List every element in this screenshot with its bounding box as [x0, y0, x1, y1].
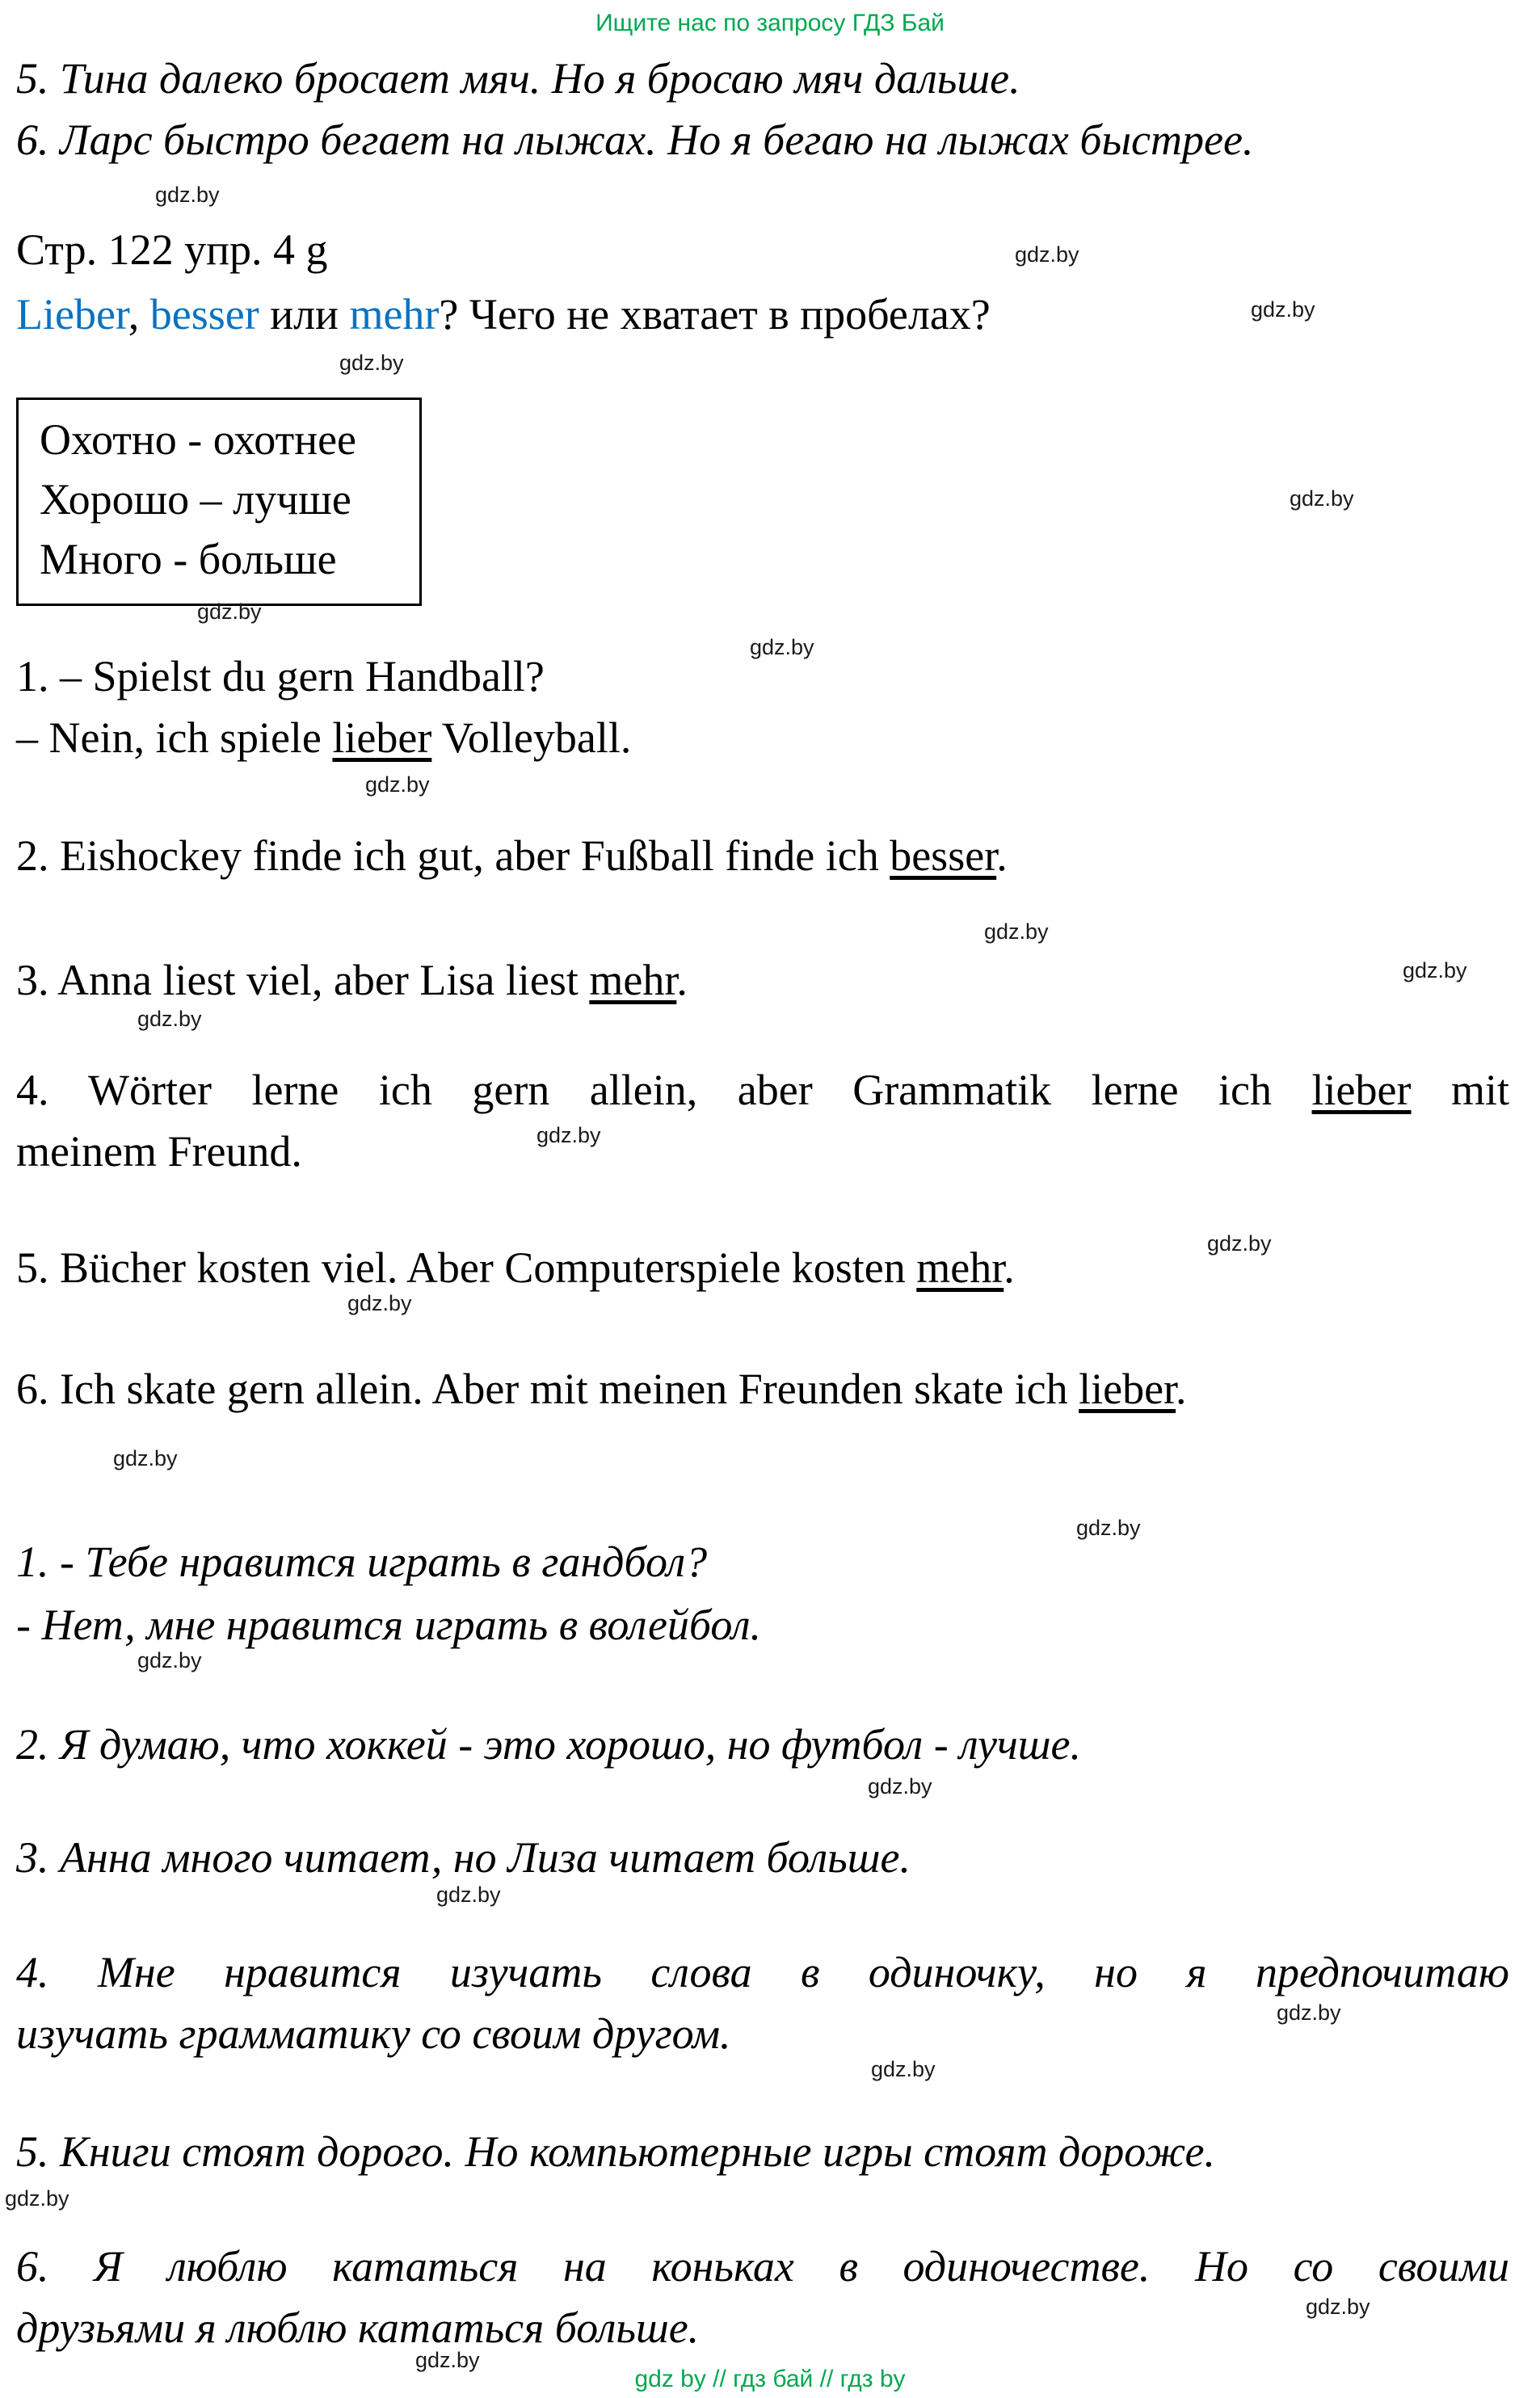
watermark: gdz.by	[984, 919, 1049, 944]
german-answer-4-line-1	[16, 1065, 1509, 1115]
translation-6-line-1: 6. Я люблю кататься на коньках в одиночестве. Но со своими	[16, 2242, 1509, 2291]
watermark: gdz.by	[339, 351, 404, 375]
watermark: gdz.by	[436, 1883, 501, 1907]
translation-2: 2. Я думаю, что хоккей - это хорошо, но футбол - лучше.	[16, 1720, 1081, 1769]
hint-line-1: Охотно - охотнее	[40, 415, 357, 464]
keyword-lieber: Lieber	[16, 290, 128, 339]
answer-4-post: mit	[1411, 1066, 1510, 1114]
watermark: gdz.by	[113, 1446, 178, 1470]
watermark: gdz.by	[1306, 2295, 1370, 2319]
answer-4-pre: 4. Wörter lerne ich gern allein, aber Grammatik lerne ich	[16, 1066, 1312, 1114]
watermark: gdz.by	[1076, 1516, 1141, 1540]
answer-5-pre: 5. Bücher kosten viel. Aber Computerspiele kosten	[16, 1243, 917, 1292]
answer-1-post: Volleyball.	[431, 713, 632, 762]
watermark: gdz.by	[415, 2348, 480, 2372]
watermark: gdz.by	[1290, 486, 1354, 511]
german-answer-5	[16, 1243, 1015, 1293]
watermark: gdz.by	[155, 183, 220, 207]
question-sep2: или	[259, 290, 350, 339]
watermark: gdz.by	[137, 1007, 202, 1031]
question-sep1: ,	[128, 290, 150, 339]
translation-4-line-2: изучать грамматику со своим другом.	[16, 2009, 731, 2058]
german-answer-1-line-2	[16, 713, 631, 763]
answer-1-pre: – Nein, ich spiele	[16, 713, 333, 762]
answer-2-pre: 2. Eishockey finde ich gut, aber Fußball finde ich	[16, 831, 890, 880]
watermark: gdz.by	[1207, 1231, 1272, 1256]
keyword-mehr: mehr	[349, 290, 440, 339]
hint-box	[16, 398, 422, 606]
answer-2-underlined: besser	[890, 831, 997, 880]
translation-4-line-1: 4. Мне нравится изучать слова в одиночку, но я предпочитаю	[16, 1948, 1509, 1996]
hint-line-2: Хорошо – лучше	[40, 475, 351, 524]
answer-5-post: .	[1004, 1243, 1015, 1292]
watermark: gdz.by	[347, 1291, 412, 1315]
answer-2-post: .	[996, 831, 1008, 880]
watermark: gdz.by	[1251, 297, 1315, 322]
page-reference: Стр. 122 упр. 4 g	[16, 225, 328, 274]
watermark: gdz.by	[137, 1648, 202, 1672]
watermark: gdz.by	[1015, 242, 1079, 267]
question-tail: ? Чего не хватает в пробелах?	[439, 290, 991, 339]
answer-1-underlined: lieber	[332, 713, 432, 762]
watermark: gdz.by	[197, 600, 262, 624]
answer-5-underlined: mehr	[916, 1243, 1004, 1292]
translation-3: 3. Анна много читает, но Лиза читает больше.	[16, 1833, 911, 1882]
german-answer-4-line-2: meinem Freund.	[16, 1127, 302, 1176]
footer-banner: gdz by // гдз бай // гдз by	[634, 2366, 906, 2392]
hint-line-3: Много - больше	[40, 535, 337, 583]
watermark: gdz.by	[5, 2186, 69, 2211]
watermark: gdz.by	[868, 1774, 932, 1798]
header-banner: Ищите нас по запросу ГДЗ Бай	[595, 10, 945, 36]
german-answer-6	[16, 1364, 1187, 1414]
german-answer-2	[16, 831, 1008, 881]
answer-6-pre: 6. Ich skate gern allein. Aber mit meinen Freunden skate ich	[16, 1365, 1079, 1413]
german-answer-3	[16, 955, 688, 1005]
translation-1-line-2: - Нет, мне нравится играть в волейбол.	[16, 1601, 762, 1649]
german-answer-1-line-1: 1. – Spielst du gern Handball?	[16, 652, 545, 700]
watermark: gdz.by	[750, 635, 814, 659]
watermark: gdz.by	[365, 772, 430, 797]
answer-3-underlined: mehr	[589, 956, 677, 1004]
watermark: gdz.by	[871, 2057, 936, 2081]
watermark: gdz.by	[536, 1123, 601, 1147]
answer-4-underlined: lieber	[1311, 1066, 1412, 1114]
watermark: gdz.by	[1277, 2000, 1341, 2025]
answer-3-post: .	[676, 956, 688, 1004]
answer-3-pre: 3. Anna liest viel, aber Lisa liest	[16, 956, 590, 1004]
watermark: gdz.by	[1403, 958, 1467, 982]
translation-5: 5. Книги стоят дорого. Но компьютерные игры стоят дороже.	[16, 2127, 1215, 2176]
keyword-besser: besser	[149, 290, 259, 339]
intro-item-6: 6. Ларс быстро бегает на лыжах. Но я бегаю на лыжах быстрее.	[16, 116, 1254, 164]
answer-6-underlined: lieber	[1079, 1365, 1176, 1413]
task-question	[16, 289, 991, 339]
translation-6-line-2: друзьями я люблю кататься больше.	[16, 2303, 700, 2352]
answer-6-post: .	[1176, 1365, 1187, 1413]
translation-1-line-1: 1. - Тебе нравится играть в гандбол?	[16, 1538, 708, 1586]
intro-item-5: 5. Тина далеко бросает мяч. Но я бросаю мяч дальше.	[16, 54, 1020, 103]
